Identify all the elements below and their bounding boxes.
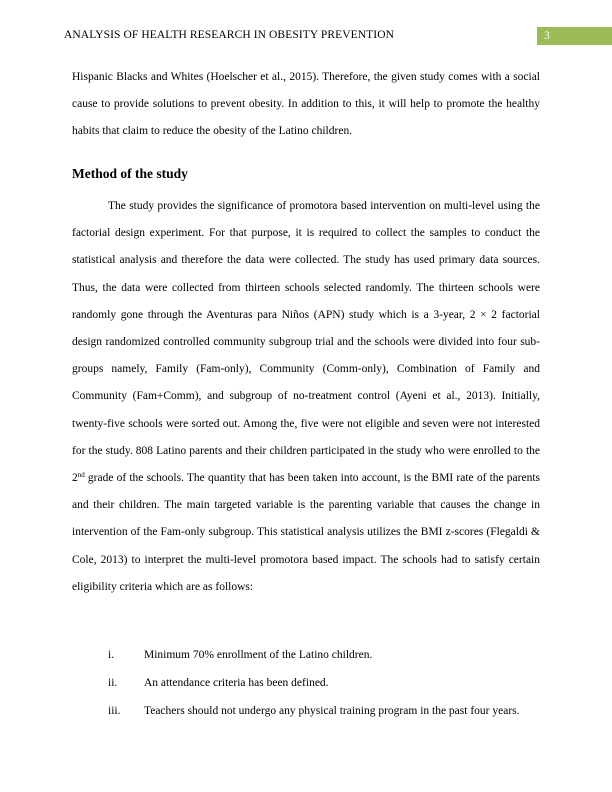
list-item-text: Minimum 70% enrollment of the Latino children.	[144, 649, 373, 661]
list-item-text: An attendance criteria has been defined.	[144, 676, 329, 689]
method-text-part-2: grade of the schools. The quantity that has been taken into account, is the BMI rate of the parents and their children. The main targeted variable is the parenting variable that causes the change in intervention of the Fam-only subgroup. This statistical analysis utilizes the BMI z-scores (Flegaldi & Cole, 2013) to interpret the multi-level promotora based impact. The schools had to satisfy certain eligibility criteria which are as follows:	[72, 472, 540, 593]
page-number-badge: 3	[537, 27, 612, 45]
eligibility-criteria-list	[108, 642, 548, 725]
list-numeral: ii.	[108, 676, 118, 689]
list-numeral: iii.	[108, 704, 121, 717]
section-heading-method: Method of the study	[72, 166, 188, 181]
ordinal-superscript: nd	[77, 471, 85, 480]
running-head: ANALYSIS OF HEALTH RESEARCH IN OBESITY PREVENTION	[64, 29, 395, 41]
list-item	[108, 670, 548, 698]
list-item-text: Teachers should not undergo any physical training program in the past four years.	[144, 704, 520, 717]
method-text-part-1: The study provides the significance of promotora based intervention on multi-level using the factorial design experiment. For that purpose, it is required to collect the samples to conduct the statistical analysis and therefore the data were collected. The study has used primary data sources. Thus, the data were collected from thirteen schools selected randomly. The thirteen schools were randomly gone through the Aventuras para Niños (APN) study which is a 3-year, 2 × 2 factorial design randomized controlled community subgroup trial and the schools were divided into four sub-groups namely, Family (Fam-only), Community (Comm-only), Combination of Family and Community (Fam+Comm), and subgroup of no-treatment control (Ayeni et al., 2013). Initially, twenty-five schools were sorted out. Among the, five were not eligible and seven were not interested for the study. 808 Latino parents and their children participated in the study who were enrolled to the 2	[72, 200, 540, 485]
list-numeral: i.	[108, 649, 115, 661]
list-item	[108, 642, 548, 670]
list-item	[108, 698, 548, 726]
method-paragraph	[72, 193, 540, 601]
intro-paragraph: Hispanic Blacks and Whites (Hoelscher et al., 2015). Therefore, the given study comes with a social cause to provide solutions to prevent obesity. In addition to this, it will help to promote the healthy habits that claim to reduce the obesity of the Latino children.	[72, 71, 540, 138]
